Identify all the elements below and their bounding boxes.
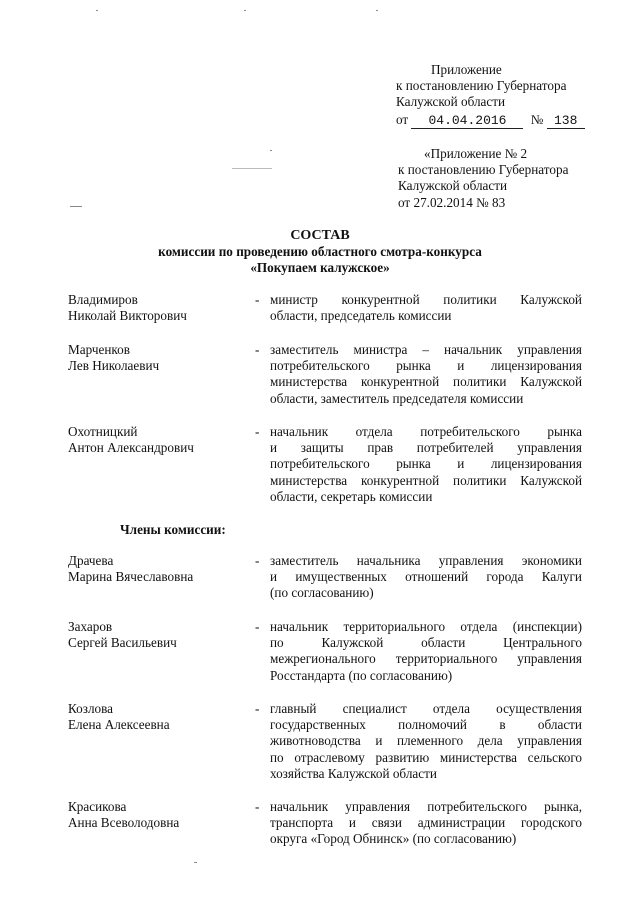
previous-decree-line: к постановлению Губернатора: [398, 162, 569, 178]
appendix-region-line: Калужской области: [396, 94, 506, 110]
appendix-block: [396, 62, 585, 129]
member-name: Владимиров Николай Викторович: [68, 292, 187, 324]
scan-speck: [376, 10, 378, 11]
scan-speck: [194, 862, 197, 863]
separator-dash: -: [255, 292, 260, 307]
member-name: Охотницкий Антон Александрович: [68, 424, 194, 456]
scan-speck: [70, 206, 82, 207]
member-role: министр конкурентной политики Калужской области, председатель комиссии: [270, 292, 582, 324]
date-prefix: от: [396, 111, 409, 127]
member-role: начальник территориального отдела (инспекции) по Калужской области Центрального межрегионального территориального управления Росстандарта (по согласованию): [270, 619, 582, 683]
member-name: Марченков Лев Николаевич: [68, 342, 160, 374]
member-name: Захаров Сергей Васильевич: [68, 619, 177, 651]
document-subtitle-contest: «Покупаем калужское»: [250, 260, 390, 275]
scan-speck: [244, 10, 246, 11]
member-name: Драчева Марина Вячеславовна: [68, 553, 194, 585]
decree-number: 138: [547, 114, 585, 129]
appendix-decree-line: к постановлению Губернатора: [396, 78, 567, 94]
scan-speck: [96, 10, 98, 11]
previous-date-line: от 27.02.2014 № 83: [398, 194, 506, 210]
previous-region-line: Калужской области: [398, 178, 508, 194]
separator-dash: -: [255, 553, 260, 568]
members-heading: Члены комиссии:: [120, 522, 226, 537]
previous-appendix-block: [398, 146, 568, 211]
separator-dash: -: [255, 424, 260, 439]
scan-speck: [232, 168, 272, 169]
member-role: заместитель начальника управления экономики и имущественных отношений города Калуги (по согласованию): [270, 553, 582, 601]
number-prefix: №: [530, 111, 544, 127]
member-role: заместитель министра – начальник управления потребительского рынка и лицензирования министерства конкурентной политики Калужской области, заместитель председателя комиссии: [270, 342, 582, 406]
member-role: начальник отдела потребительского рынка и защиты прав потребителей управления потребительского рынка и лицензирования министерства конкурентной политики Калужской области, секретарь комиссии: [270, 424, 582, 504]
member-name: Красикова Анна Всеволодовна: [68, 799, 180, 831]
member-role: главный специалист отдела осуществления государственных полномочий в области животноводства и племенного дела управления по отраслевому развитию министерства сельского хозяйства Калужской области: [270, 701, 582, 781]
separator-dash: -: [255, 619, 260, 634]
decree-date: 04.04.2016: [411, 114, 523, 129]
document-title: СОСТАВ: [290, 228, 350, 243]
previous-appendix-title: «Приложение № 2: [424, 146, 528, 161]
document-subtitle: комиссии по проведению областного смотра-конкурса: [158, 244, 482, 259]
separator-dash: -: [255, 342, 260, 357]
separator-dash: -: [255, 799, 260, 814]
appendix-date-line: [396, 112, 585, 129]
appendix-title: Приложение: [431, 62, 502, 77]
member-name: Козлова Елена Алексеевна: [68, 701, 170, 733]
member-role: начальник управления потребительского рынка, транспорта и связи администрации городского округа «Город Обнинск» (по согласованию): [270, 799, 582, 847]
scan-speck: [270, 150, 272, 151]
separator-dash: -: [255, 701, 260, 716]
